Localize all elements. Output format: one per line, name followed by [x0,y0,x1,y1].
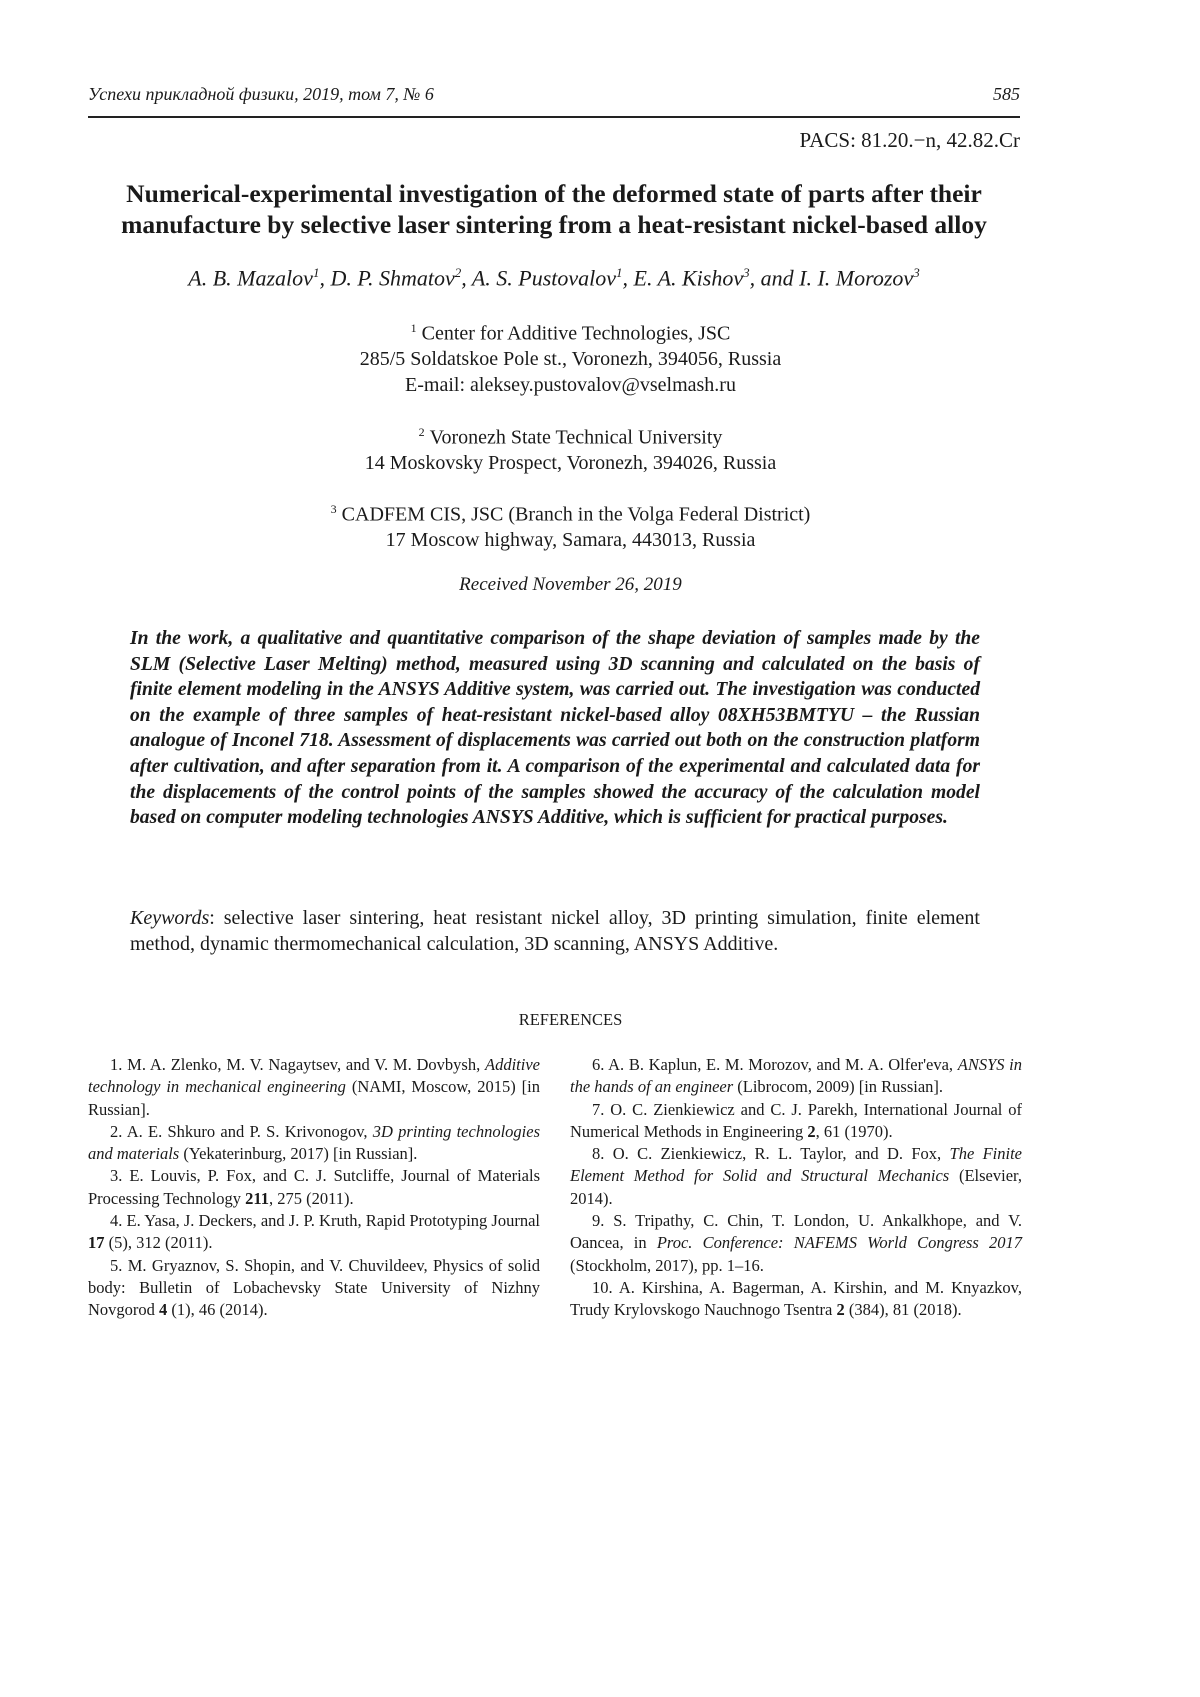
reference-text: (384), 81 (2018). [844,1300,962,1320]
running-head [88,84,1020,105]
reference-title: 3D printing technologies and materials [88,1121,540,1164]
affiliation-marker: 2 [418,425,425,439]
reference-item [570,1099,1022,1144]
author-affiliation-marker: 1 [312,265,320,280]
affiliation-line: 14 Moskovsky Prospect, Voronezh, 394026, Russia [364,452,777,475]
author-name: I. I. Morozov [799,265,914,291]
reference-item [88,1165,540,1210]
paper-title [88,178,1020,240]
keywords-label: Keywords [130,907,210,929]
reference-volume: 2 [807,1121,816,1141]
reference-title: ANSYS in the hands of an engineer [570,1055,1022,1097]
affiliation-line: 285/5 Soldatskoe Pole st., Voronezh, 394056, Russia [359,348,782,371]
reference-text: 7. O. C. Zienkiewicz and C. J. Parekh, International Journal of Numerical Methods in Engineering [570,1099,1022,1141]
affiliation-2 [88,420,1053,477]
author-name: A. B. Mazalov [188,265,313,291]
reference-title: The Finite Element Method for Solid and Structural Mechanics [570,1144,1023,1186]
reference-item [88,1255,540,1322]
reference-text: (Elsevier, 2014). [570,1166,1022,1208]
reference-volume: 211 [245,1188,269,1208]
header-divider [88,116,1020,118]
reference-text: (Yekaterinburg, 2017) [in Russian]. [179,1144,418,1164]
affiliation-1 [88,316,1053,398]
reference-volume: 17 [88,1233,105,1253]
reference-text: (Librocom, 2009) [in Russian]. [733,1077,944,1097]
reference-text: (Stockholm, 2017), pp. 1–16. [570,1255,764,1275]
affiliation-line: Voronezh State Technical University [429,426,723,449]
references-heading: REFERENCES [518,1010,623,1029]
author-name: D. P. Shmatov [330,265,455,291]
reference-text: , 275 (2011). [268,1188,354,1208]
reference-text: 4. E. Yasa, J. Deckers, and J. P. Kruth, Rapid Prototyping Journal [110,1211,540,1231]
affiliation-marker: 3 [330,502,337,516]
affiliation-line: 17 Moscow highway, Samara, 443013, Russia [385,529,756,552]
author-separator: , [622,265,634,291]
reference-text: 3. E. Louvis, P. Fox, and C. J. Sutcliffe, Journal of Materials Processing Technology [88,1166,540,1208]
reference-item [570,1054,1022,1099]
author-affiliation-marker: 3 [913,265,920,280]
reference-text: 6. A. B. Kaplun, E. M. Morozov, and M. A. Olfer'eva, [592,1055,958,1074]
reference-title: Additive technology in mechanical engineering [88,1055,540,1097]
author-name: A. S. Pustovalov [471,265,617,291]
keywords [130,906,980,957]
journal-name: Успехи прикладной физики, 2019, том 7, № 6 [88,84,434,104]
affiliation-line: CADFEM CIS, JSC (Branch in the Volga Federal District) [341,503,811,526]
reference-text: , 61 (1970). [815,1121,893,1141]
reference-text: 8. O. C. Zienkiewicz, R. L. Taylor, and D. Fox, [592,1144,950,1164]
reference-item [88,1210,540,1255]
reference-text: (1), 46 (2014). [167,1300,268,1320]
references-column-right [570,1054,1022,1322]
affiliation-3 [88,497,1053,554]
reference-volume: 2 [836,1300,845,1320]
reference-text: (NAMI, Moscow, 2015) [in Russian]. [88,1077,541,1119]
author-name: E. A. Kishov [633,265,744,291]
author-list [88,265,1020,291]
author-separator: , [319,265,331,291]
reference-title: Proc. Conference: NAFEMS World Congress 2017 [656,1233,1022,1253]
author-affiliation-marker: 1 [616,265,623,280]
reference-text: 9. S. Tripathy, C. Chin, T. London, U. Ankalkhope, and V. Oancea, in [570,1211,1022,1253]
reference-item [88,1121,540,1166]
reference-text: 5. M. Gryaznov, S. Shopin, and V. Chuvildeev, Physics of solid body: Bulletin of Lobachevsky State University of Nizhny Novgorod [88,1255,540,1320]
title-line: manufacture by selective laser sintering from a heat-resistant nickel-based alloy [121,210,987,239]
reference-text: (5), 312 (2011). [104,1233,213,1253]
reference-item [570,1143,1022,1210]
author-affiliation-marker: 2 [454,265,462,280]
affiliation-marker: 1 [410,321,417,335]
references-column-left [88,1054,540,1322]
page-number: 585 [993,84,1020,104]
reference-text: 10. A. Kirshina, A. Bagerman, A. Kirshin, and M. Knyazkov, Trudy Krylovskogo Nauchnogo Tsentra [570,1277,1022,1320]
abstract: In the work, a qualitative and quantitative comparison of the shape deviation of samples made by the SLM (Selective Laser Melting) method, measured using 3D scanning and calculated on the basis of finite element modeling in the ANSYS Additive system, was carried out. The investigation was conducted on the example of three samples of heat-resistant nickel-based alloy 08XH53BMTYU – the Russian analogue of Inconel 718. Assessment of displacements was carried out both on the construction platform after cultivation, and after separation from it. A comparison of the experimental and calculated data for the displacements of the control points of the samples showed the accuracy of the calculation model based on computer modeling technologies ANSYS Additive, which is sufficient for practical purposes. [130,628,980,829]
reference-item [570,1210,1022,1277]
keywords-text: : selective laser sintering, heat resistant nickel alloy, 3D printing simulation, finite element method, dynamic thermomechanical calculation, 3D scanning, ANSYS Additive. [130,907,980,955]
reference-volume: 4 [159,1300,168,1320]
affiliation-email: E-mail: aleksey.pustovalov@vselmash.ru [405,373,736,396]
author-affiliation-marker: 3 [743,265,750,280]
reference-item [88,1054,540,1121]
reference-item [570,1277,1022,1322]
received-date: Received November 26, 2019 [459,574,682,595]
author-separator: , and [749,265,800,291]
title-line: Numerical-experimental investigation of the deformed state of parts after their [126,179,982,208]
reference-text: 2. A. E. Shkuro and P. S. Krivonogov, [110,1121,373,1141]
author-separator: , [461,265,472,291]
pacs-code: PACS: 81.20.−n, 42.82.Cr [799,128,1020,152]
affiliation-line: Center for Additive Technologies, JSC [421,322,731,345]
reference-text: 1. M. A. Zlenko, M. V. Nagaytsev, and V. M. Dovbysh, [110,1055,486,1074]
